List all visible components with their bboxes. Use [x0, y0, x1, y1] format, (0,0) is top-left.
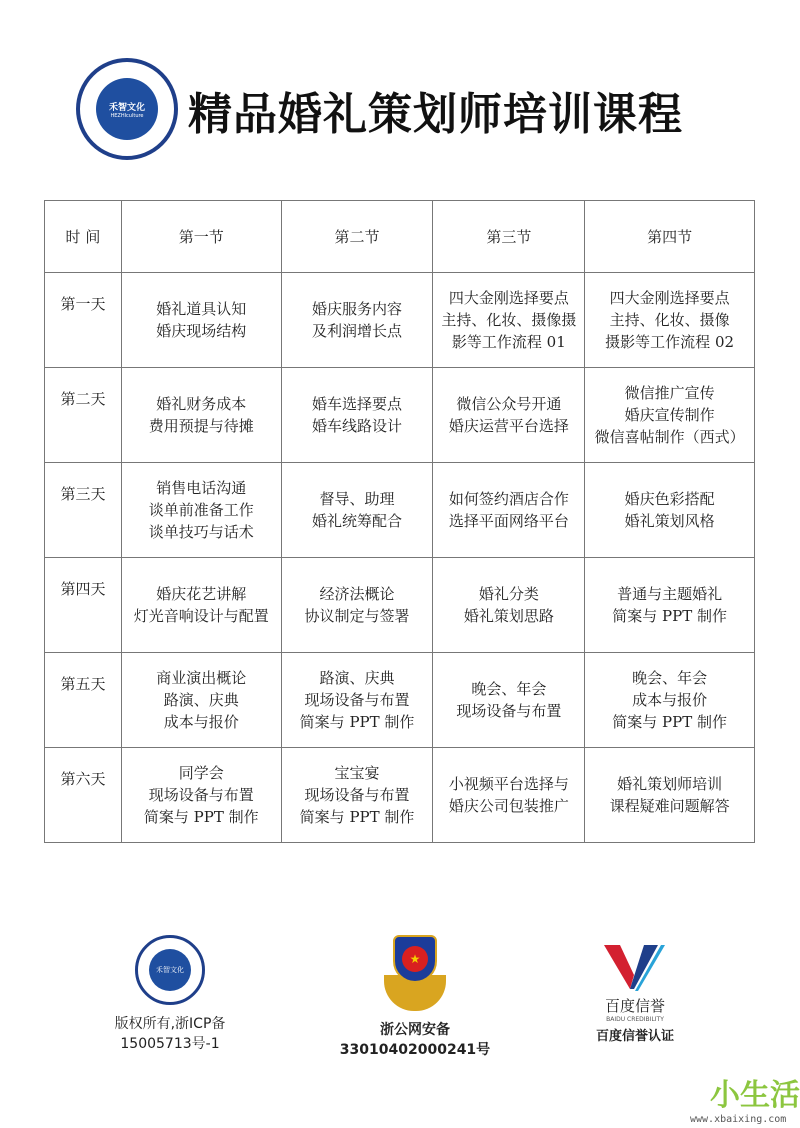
- session-line: 四大金刚选择要点: [448, 289, 569, 307]
- baidu-block: [590, 945, 680, 1044]
- session-line: 现场设备与布置: [304, 786, 410, 804]
- session-cell: [121, 273, 281, 368]
- session-line: 婚车选择要点: [312, 395, 403, 413]
- session-line: 摄影等工作流程 02: [605, 333, 735, 351]
- session-line: 婚庆运营平台选择: [448, 417, 569, 435]
- session-line: 晚会、年会: [471, 680, 547, 698]
- session-line: 现场设备与布置: [456, 702, 562, 720]
- session-line: 婚庆花艺讲解: [156, 585, 247, 603]
- session-cell: [281, 653, 433, 748]
- session-line: 晚会、年会: [632, 669, 708, 687]
- table-row: [45, 273, 755, 368]
- table-row: [45, 653, 755, 748]
- table-row: [45, 558, 755, 653]
- session-line: 销售电话沟通: [156, 479, 247, 497]
- session-line: 及利润增长点: [312, 322, 403, 340]
- session-line: 微信公众号开通: [456, 395, 562, 413]
- session-line: 简案与 PPT 制作: [612, 713, 727, 731]
- seal-logo: 禾智文化: [135, 935, 205, 1005]
- baidu-cert-text: 百度信誉认证: [595, 1029, 674, 1044]
- session-cell: [433, 368, 585, 463]
- session-line: 简案与 PPT 制作: [612, 607, 727, 625]
- session-cell: [121, 368, 281, 463]
- watermark-text: 小生活: [710, 1078, 800, 1113]
- session-line: 宝宝宴: [334, 764, 380, 782]
- session-cell: [281, 558, 433, 653]
- session-cell: [433, 273, 585, 368]
- session-line: 选择平面网络平台: [448, 512, 569, 530]
- police-block: [325, 935, 505, 1059]
- session-line: 主持、化妆、摄像: [609, 311, 730, 329]
- header-cell: 第二节: [281, 201, 433, 273]
- session-line: 课程疑难问题解答: [609, 797, 730, 815]
- session-line: 费用预提与待摊: [148, 417, 254, 435]
- session-cell: [433, 748, 585, 843]
- header-cell: 第三节: [433, 201, 585, 273]
- page-title: 精品婚礼策划师培训课程: [188, 89, 683, 140]
- table-header-row: [45, 201, 755, 273]
- session-line: 路演、庆典: [163, 691, 239, 709]
- day-cell: 第三天: [45, 463, 122, 558]
- session-cell: [585, 463, 755, 558]
- session-line: 如何签约酒店合作: [448, 490, 569, 508]
- session-line: 谈单技巧与话术: [148, 523, 254, 541]
- session-line: 灯光音响设计与配置: [133, 607, 269, 625]
- copyright-text: 版权所有,浙ICP备15005713号-1: [114, 1016, 226, 1052]
- session-line: 现场设备与布置: [304, 691, 410, 709]
- schedule-table: [44, 200, 755, 843]
- session-cell: [281, 748, 433, 843]
- session-cell: [585, 273, 755, 368]
- session-line: 婚庆服务内容: [312, 300, 403, 318]
- table-row: [45, 368, 755, 463]
- session-cell: [281, 368, 433, 463]
- session-line: 简案与 PPT 制作: [299, 808, 415, 826]
- header-cell: 时 间: [45, 201, 122, 273]
- session-line: 简案与 PPT 制作: [299, 713, 415, 731]
- session-line: 督导、助理: [319, 490, 395, 508]
- session-line: 婚礼财务成本: [156, 395, 247, 413]
- session-line: 成本与报价: [632, 691, 708, 709]
- session-cell: [121, 463, 281, 558]
- session-cell: [433, 558, 585, 653]
- header-cell: 第四节: [585, 201, 755, 273]
- session-line: 婚庆公司包装推广: [448, 797, 569, 815]
- day-cell: 第六天: [45, 748, 122, 843]
- session-line: 成本与报价: [163, 713, 239, 731]
- baidu-logo-text: 百度信誉: [604, 997, 665, 1015]
- session-cell: [433, 463, 585, 558]
- session-line: 路演、庆典: [319, 669, 395, 687]
- session-line: 婚礼策划师培训: [617, 775, 723, 793]
- table-row: [45, 463, 755, 558]
- session-line: 谈单前准备工作: [148, 501, 254, 519]
- session-cell: [121, 748, 281, 843]
- session-cell: [585, 558, 755, 653]
- day-cell: 第二天: [45, 368, 122, 463]
- day-cell: 第五天: [45, 653, 122, 748]
- session-line: 婚庆现场结构: [156, 322, 247, 340]
- session-line: 微信喜帖制作（西式）: [594, 428, 745, 446]
- session-line: 婚礼统筹配合: [312, 512, 403, 530]
- session-line: 婚庆色彩搭配: [624, 490, 715, 508]
- session-cell: [281, 463, 433, 558]
- session-line: 小视频平台选择与: [448, 775, 569, 793]
- session-cell: [585, 368, 755, 463]
- copyright-block: [80, 935, 260, 1053]
- table-row: [45, 748, 755, 843]
- day-cell: 第一天: [45, 273, 122, 368]
- session-cell: [433, 653, 585, 748]
- police-record-text: 浙公网安备 33010402000241号: [339, 1022, 491, 1058]
- session-line: 婚车线路设计: [312, 417, 403, 435]
- police-badge-icon: ★: [384, 935, 446, 1013]
- company-logo: 禾智文化 HEZHIculture: [76, 58, 178, 160]
- session-line: 简案与 PPT 制作: [143, 808, 259, 826]
- session-line: 婚礼策划风格: [624, 512, 715, 530]
- session-line: 婚礼策划思路: [463, 607, 554, 625]
- baidu-v-icon: [604, 945, 666, 991]
- session-line: 主持、化妆、摄像摄: [441, 311, 577, 329]
- watermark: [690, 1070, 800, 1125]
- header-cell: 第一节: [121, 201, 281, 273]
- session-line: 经济法概论: [319, 585, 395, 603]
- session-line: 商业演出概论: [156, 669, 247, 687]
- session-line: 现场设备与布置: [148, 786, 254, 804]
- session-line: 微信推广宣传: [624, 384, 715, 402]
- baidu-sub-text: BAIDU CREDIBILITY: [606, 1016, 664, 1023]
- day-cell: 第四天: [45, 558, 122, 653]
- session-line: 普通与主题婚礼: [617, 585, 723, 603]
- session-line: 四大金刚选择要点: [609, 289, 730, 307]
- session-cell: [121, 653, 281, 748]
- session-line: 婚礼道具认知: [156, 300, 247, 318]
- watermark-url: www.xbaixing.com: [690, 1114, 787, 1125]
- session-cell: [585, 748, 755, 843]
- session-line: 婚庆宣传制作: [624, 406, 715, 424]
- session-line: 影等工作流程 01: [451, 333, 566, 351]
- session-line: 同学会: [178, 764, 224, 782]
- session-line: 婚礼分类: [478, 585, 539, 603]
- session-cell: [281, 273, 433, 368]
- session-line: 协议制定与签署: [304, 607, 410, 625]
- session-cell: [121, 558, 281, 653]
- session-cell: [585, 653, 755, 748]
